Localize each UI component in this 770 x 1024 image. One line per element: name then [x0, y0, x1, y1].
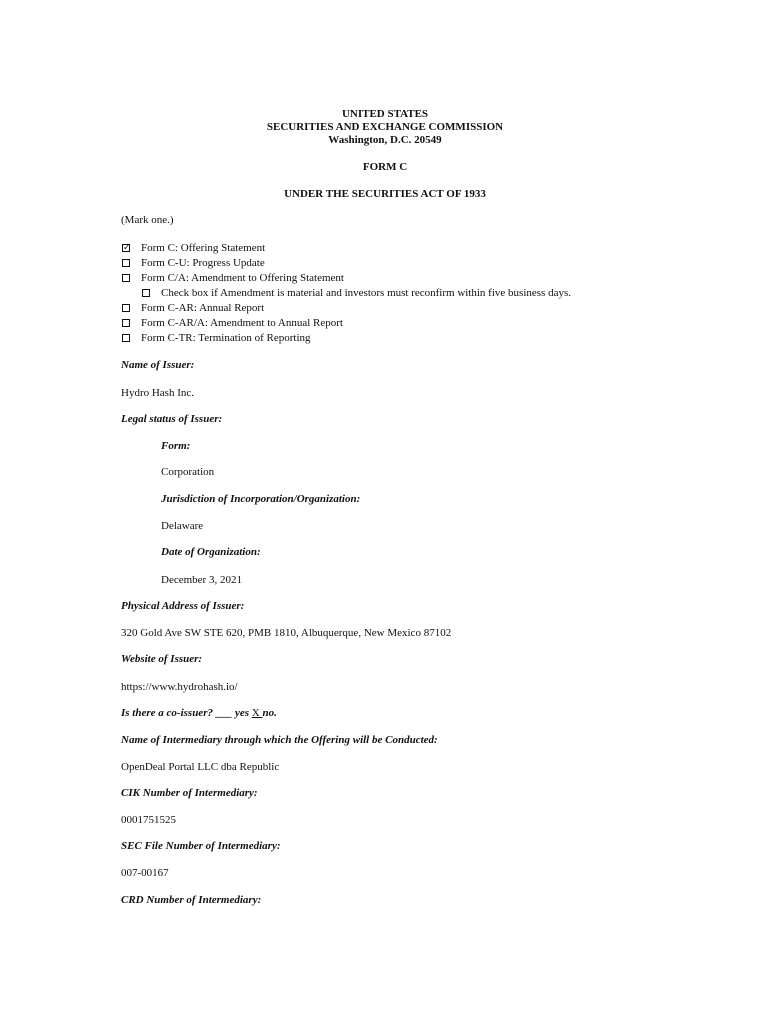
- checkbox-form-c[interactable]: [122, 244, 130, 252]
- option-label-form-c-a: Form C/A: Amendment to Offering Statement: [141, 272, 344, 284]
- checkbox-form-c-a[interactable]: [122, 274, 130, 282]
- issuer-name-value: Hydro Hash Inc.: [121, 387, 195, 399]
- header-line-1: UNITED STATES: [341, 108, 429, 120]
- header-line-2: SECURITIES AND EXCHANGE COMMISSION: [266, 121, 504, 133]
- website-label: Website of Issuer:: [121, 653, 203, 665]
- crd-number-label: CRD Number of Intermediary:: [121, 894, 262, 906]
- option-label-form-c-u: Form C-U: Progress Update: [141, 257, 265, 269]
- intermediary-label: Name of Intermediary through which the Offering will be Conducted:: [121, 734, 438, 746]
- checkbox-form-c-u[interactable]: [122, 259, 130, 267]
- option-label-form-c-tr: Form C-TR: Termination of Reporting: [141, 332, 311, 344]
- checkbox-form-c-ar[interactable]: [122, 304, 130, 312]
- website-value[interactable]: https://www.hydrohash.io/: [121, 681, 238, 693]
- sec-file-number-value: 007-00167: [121, 867, 169, 879]
- option-label-form-c: Form C: Offering Statement: [141, 242, 266, 254]
- checkbox-material-amendment[interactable]: [142, 289, 150, 297]
- co-issuer-yes-blank: ___: [215, 707, 233, 719]
- check-mark-icon: ✓: [123, 243, 131, 253]
- form-title: FORM C: [362, 161, 408, 173]
- option-label-form-c-ar-a: Form C-AR/A: Amendment to Annual Report: [141, 317, 343, 329]
- jurisdiction-label: Jurisdiction of Incorporation/Organization:: [161, 493, 361, 505]
- intermediary-value: OpenDeal Portal LLC dba Republic: [121, 761, 280, 773]
- co-issuer-no: no.: [262, 707, 277, 719]
- co-issuer-question: [121, 707, 277, 720]
- option-label-form-c-ar: Form C-AR: Annual Report: [141, 302, 265, 314]
- legal-status-label: Legal status of Issuer:: [121, 413, 223, 425]
- sec-file-number-label: SEC File Number of Intermediary:: [121, 840, 281, 852]
- co-issuer-yes: yes: [234, 707, 250, 719]
- date-of-organization-value: December 3, 2021: [161, 574, 242, 586]
- option-label-material-amendment: Check box if Amendment is material and investors must reconfirm within five business days.: [161, 287, 571, 299]
- checkbox-form-c-tr[interactable]: [122, 334, 130, 342]
- physical-address-label: Physical Address of Issuer:: [121, 600, 245, 612]
- securities-act-heading: UNDER THE SECURITIES ACT OF 1933: [284, 188, 486, 200]
- co-issuer-label: Is there a co-issuer?: [121, 707, 213, 719]
- cik-number-value: 0001751525: [121, 814, 176, 826]
- form-value: Corporation: [161, 466, 215, 478]
- date-of-organization-label: Date of Organization:: [161, 546, 261, 558]
- form-label: Form:: [161, 440, 191, 452]
- issuer-name-label: Name of Issuer:: [121, 359, 195, 371]
- physical-address-value: 320 Gold Ave SW STE 620, PMB 1810, Albuquerque, New Mexico 87102: [121, 627, 452, 639]
- jurisdiction-value: Delaware: [161, 520, 204, 532]
- mark-one-instruction: (Mark one.): [121, 214, 174, 226]
- checkbox-form-c-ar-a[interactable]: [122, 319, 130, 327]
- co-issuer-no-mark: X: [251, 707, 263, 719]
- header-line-3: Washington, D.C. 20549: [328, 134, 442, 146]
- cik-number-label: CIK Number of Intermediary:: [121, 787, 258, 799]
